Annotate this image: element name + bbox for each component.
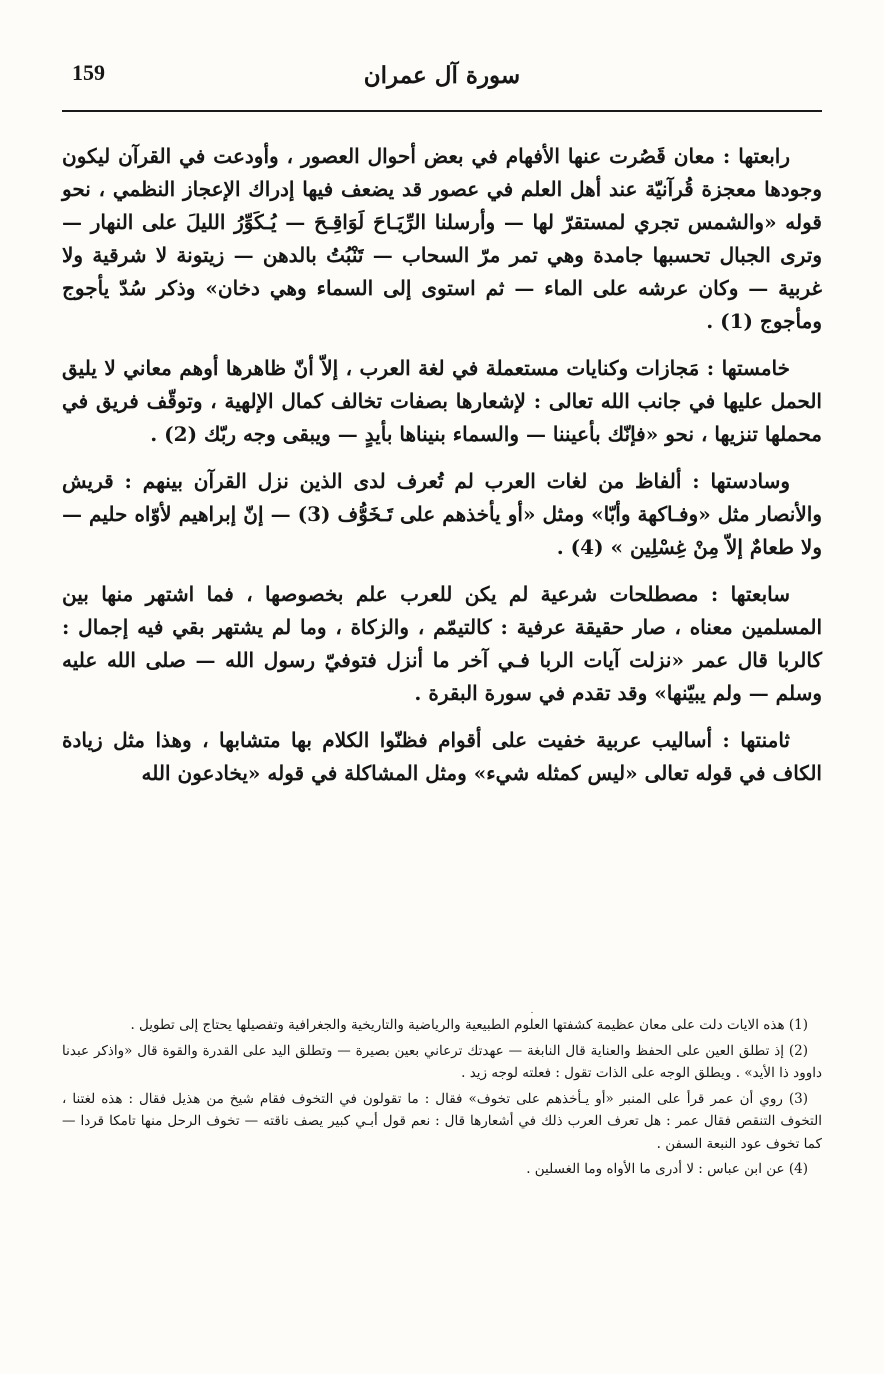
footnotes: [62, 1014, 822, 1184]
page-number: 159: [72, 60, 105, 85]
footnote: (3) روي أن عمر قرأ على المنبر «أو يـأخذهم على تخوف» فقال : ما تقولون في التخوف فقام شيخ من هذيل فقال : هذه لغتنا ، التخوف التنقص فقال عمر : هل تعرف العرب ذلك في أشعارها قال : نعم قول أبـي كبير يصف ناقته — تخوف الرحل منها تامكا قردا — كما تخوف عود النبعة السفن .: [62, 1090, 822, 1152]
footnote: (4) عن ابن عباس : لا أدرى ما الأواه وما الغسلين .: [526, 1161, 808, 1177]
paragraph: سابعتها : مصطلحات شرعية لم يكن للعرب علم بخصوصها ، فما اشتهر منها بين المسلمين معناه ، صار حقيقة عرفية : كالتيمّم ، والزكاة ، وما لم يشتهر بقي فيه إجمال : كالربا قال عمر «نزلت آيات الربا فـي آخر ما أنزل فتوفيّ رسول الله — صلى الله عليه وسلم — ولم يبيّنها» وقد تقدم في سورة البقرة .: [62, 582, 822, 705]
book-page: [62, 48, 822, 1348]
footnote: (1) هذه الايات دلت على معان عظيمة كشفتها العلوم الطبيعية والرياضية والتاريخية والجغرافية وتفصيلها يحتاج إلى تطويل .: [130, 1017, 808, 1033]
paragraph: وسادستها : ألفاظ من لغات العرب لم تُعرف لدى الذين نزل القرآن بينهم : قريش والأنصار مثل «وفـاكهة وأبّا» ومثل «أو يأخذهم على تَـخَوُّف (3) — إنّ إبراهيم لأوّاه حليم — ولا طعامٌ إلاّ مِنْ غِسْلِين » (4) .: [62, 469, 822, 559]
main-text: [62, 140, 822, 790]
header-rule: [62, 110, 822, 112]
paragraph: خامستها : مَجازات وكنايات مستعملة في لغة العرب ، إلاّ أنّ ظاهرها أوهم معاني لا يليق الحمل عليها في جانب الله تعالى : لإشعارها بصفات تخالف كمال الإلهية ، وتوقّف فريق في محملها تنزيها ، نحو «فإنّك بأعيننا — والسماء بنيناها بأيدٍ — ويبقى وجه ربّك (2) .: [62, 356, 822, 446]
page-header: [62, 58, 822, 98]
footnote: (2) إذ تطلق العين على الحفظ والعناية قال النابغة — عهدتك ترعاني بعين بصيرة — وتطلق اليد على القدرة والقوة قال «واذكر عبدنا داوود ذا الأيد» . ويطلق الوجه على الذات تقول : فعلته لوجه زيد .: [62, 1042, 822, 1081]
paragraph: ثامنتها : أساليب عربية خفيت على أقوام فظنّوا الكلام بها متشابها ، وهذا مثل زيادة الكاف في قوله تعالى «ليس كمثله شيء» ومثل المشاكلة في قوله «يخادعون الله: [62, 728, 822, 785]
paragraph: رابعتها : معان قَصُرت عنها الأفهام في بعض أحوال العصور ، وأودعت في القرآن ليكون وجودها معجزة قُرآنيّة عند أهل العلم في عصور قد يضعف فيها إدراك الإعجاز النظمي ، نحو قوله «والشمس تجري لمستقرّ لها — وأرسلنا الرِّيَـاحَ لَوَاقِـحَ — يُـكَوِّرُ الليلَ على النهار — وترى الجبال تحسبها جامدة وهي تمر مرّ السحاب — تَنْبُتُ بالدهن — زيتونة لا شرقية ولا غربية — وكان عرشه على الماء — ثم استوى إلى السماء وهي دخان» وذكر سُدّ يأجوج ومأجوج (1) .: [62, 144, 822, 333]
running-title: سورة آل عمران: [363, 62, 521, 89]
